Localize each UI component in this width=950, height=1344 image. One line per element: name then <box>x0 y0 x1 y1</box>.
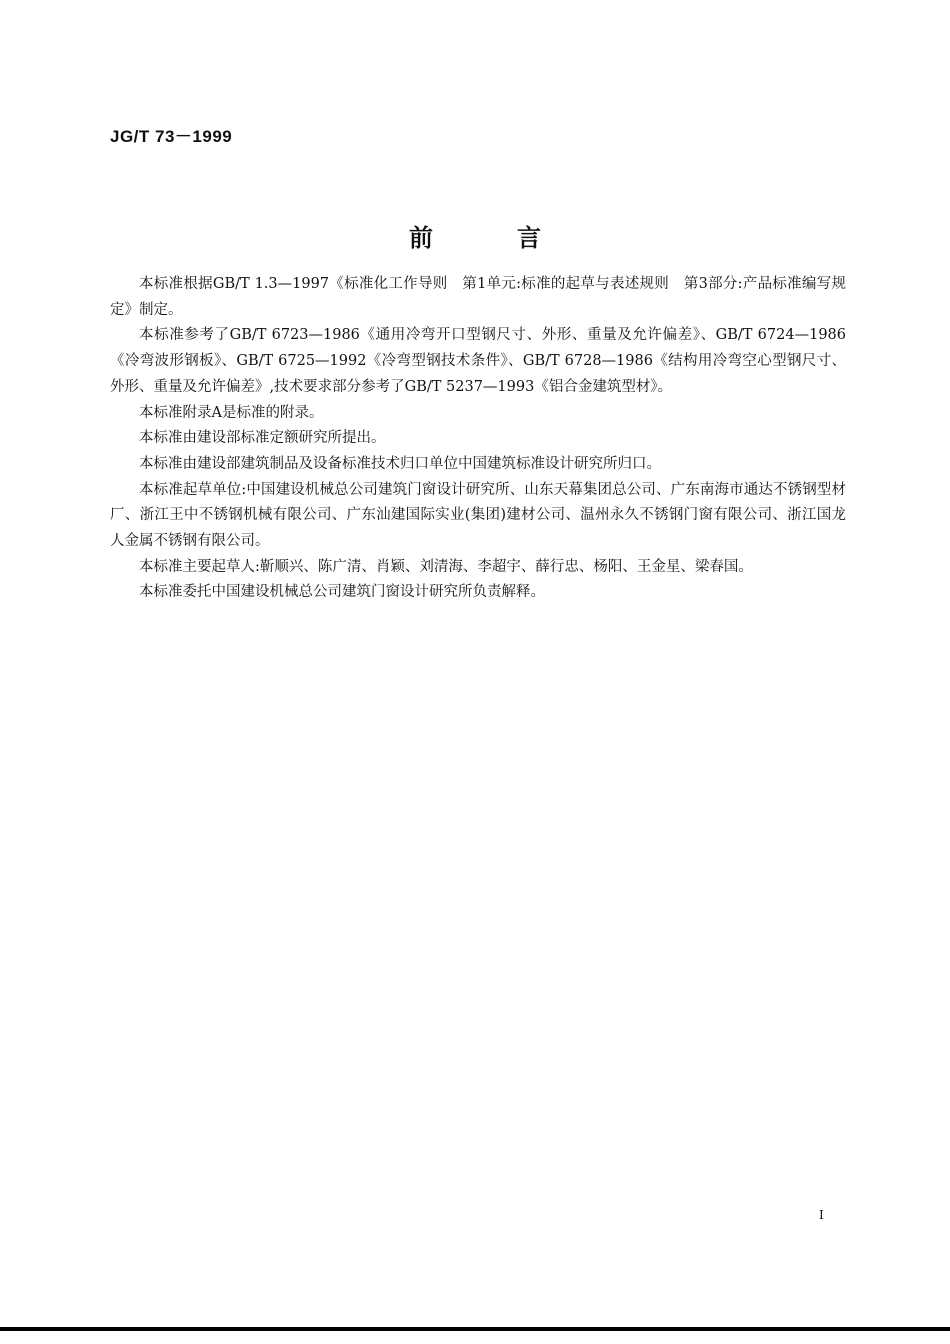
page-number: I <box>819 1208 824 1222</box>
bottom-border <box>0 1327 950 1331</box>
paragraph-drafting-basis: 本标准根据GB/T 1.3—1997《标准化工作导则 第1单元:标准的起草与表述规则 第3部分:产品标准编写规定》制定。 <box>110 276 846 318</box>
paragraph-drafters: 本标准主要起草人:靳顺兴、陈广清、肖颖、刘清海、李超宇、薛行忠、杨阳、王金星、梁春国。 <box>139 558 753 575</box>
foreword-body <box>110 272 846 606</box>
paragraph-centralized-unit: 本标准由建设部建筑制品及设备标准技术归口单位中国建筑标准设计研究所归口。 <box>139 455 661 472</box>
paragraph-references: 本标准参考了GB/T 6723—1986《通用冷弯开口型钢尺寸、外形、重量及允许偏差》、GB/T 6724—1986《冷弯波形钢板》、GB/T 6725—1992《冷弯型钢技术条件》、GB/T 6728—1986《结构用冷弯空心型钢尺寸、外形、重量及允许偏差》,技术要求部分参考了GB/T 5237—1993《铝合金建筑型材》。 <box>110 327 846 395</box>
standard-code: JG/T 73－1999 <box>110 127 233 146</box>
page-title: 前言 <box>409 223 625 252</box>
paragraph-appendix: 本标准附录A是标准的附录。 <box>139 404 324 421</box>
paragraph-proposer: 本标准由建设部标准定额研究所提出。 <box>139 430 386 447</box>
paragraph-drafting-units: 本标准起草单位:中国建设机械总公司建筑门窗设计研究所、山东天幕集团总公司、广东南海市通达不锈钢型材厂、浙江王中不锈钢机械有限公司、广东汕建国际实业(集团)建材公司、温州永久不锈钢门窗有限公司、浙江国龙人金属不锈钢有限公司。 <box>110 481 846 550</box>
paragraph-interpretation: 本标准委托中国建设机械总公司建筑门窗设计研究所负责解释。 <box>139 584 545 601</box>
